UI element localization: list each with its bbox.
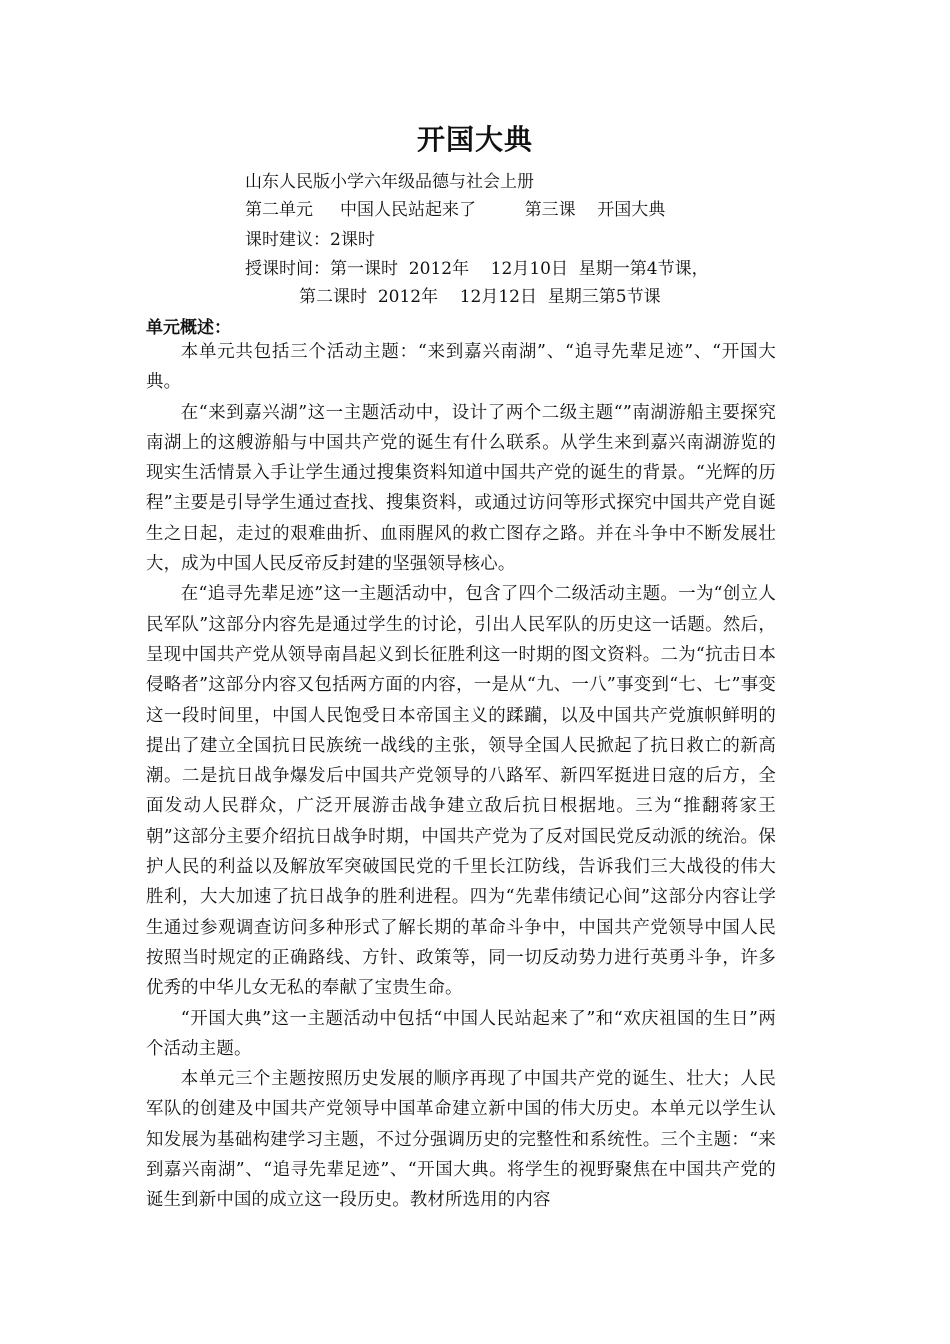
- unit-lesson-line: 第二单元 中国人民站起来了 第三课 开国大典: [245, 200, 666, 220]
- publisher-line: 山东人民版小学六年级品德与社会上册: [245, 172, 534, 192]
- document-body: [146, 337, 776, 1216]
- paragraph-jiaxing: 在“来到嘉兴湖”这一主题活动中，设计了两个二级主题“”南湖游船主要探究南湖上的这艘游船与中国共产党的诞生有什么联系。从学生来到嘉兴南湖游览的现实生活情景入手让学生通过搜集资料知道中国共产党的诞生的背景。“光辉的历程”主要是引导学生通过查找、搜集资料，或通过访问等形式探究中国共产党自诞生之日起，走过的艰难曲折、血雨腥风的救亡图存之路。并在斗争中不断发展壮大，成为中国人民反帝反封建的坚强领导核心。: [146, 402, 776, 575]
- class-hours-line: 课时建议：2课时: [245, 230, 375, 250]
- teaching-time-line-2: 第二课时 2012年 12月12日 星期三第5节课: [245, 287, 661, 307]
- paragraph-summary: 本单元三个主题按照历史发展的顺序再现了中国共产党的诞生、壮大；人民军队的创建及中国共产党领导中国革命建立新中国的伟大历史。本单元以学生认知发展为基础构建学习主题，不过分强调历史的完整性和系统性。三个主题：“来到嘉兴南湖”、“追寻先辈足迹”、“开国大典。将学生的视野聚焦在中国共产党的诞生到新中国的成立这一段历史。教材所选用的内容: [146, 1069, 776, 1211]
- document-title: 开国大典: [416, 123, 533, 156]
- section-heading: 单元概述：: [146, 318, 231, 338]
- paragraph-footsteps: 在“追寻先辈足迹”这一主题活动中，包含了四个二级活动主题。一为“创立人民军队”这部分内容先是通过学生的讨论，引出人民军队的历史这一话题。然后，呈现中国共产党从领导南昌起义到长征胜利这一时期的图文资料。二为“抗击日本侵略者”这部分内容又包括两方面的内容，一是从“九、一八”事变到“七、七”事变这一段时间里，中国人民饱受日本帝国主义的蹂躏，以及中国共产党旗帜鲜明的提出了建立全国抗日民族统一战线的主张，领导全国人民掀起了抗日救亡的新高潮。二是抗日战争爆发后中国共产党领导的八路军、新四军挺进日寇的后方，全面发动人民群众，广泛开展游击战争建立敌后抗日根据地。三为“推翻蒋家王朝”这部分主要介绍抗日战争时期，中国共产党为了反对国民党反动派的统治。保护人民的利益以及解放军突破国民党的千里长江防线，告诉我们三大战役的伟大胜利，大大加速了抗日战争的胜利进程。四为“先辈伟绩记心间”这部分内容让学生通过参观调查访问多种形式了解长期的革命斗争中，中国共产党领导中国人民按照当时规定的正确路线、方针、政策等，同一切反动势力进行英勇斗争，许多优秀的中华儿女无私的奉献了宝贵生命。: [146, 584, 776, 999]
- paragraph-intro: 本单元共包括三个活动主题：“来到嘉兴南湖”、“追寻先辈足迹”、“开国大典。: [146, 342, 776, 393]
- paragraph-founding: “开国大典”这一主题活动中包括“中国人民站起来了”和“欢庆祖国的生日”两个活动主题。: [146, 1008, 776, 1059]
- teaching-time-line-1: 授课时间：第一课时 2012年 12月10日 星期一第4节课，: [245, 259, 709, 279]
